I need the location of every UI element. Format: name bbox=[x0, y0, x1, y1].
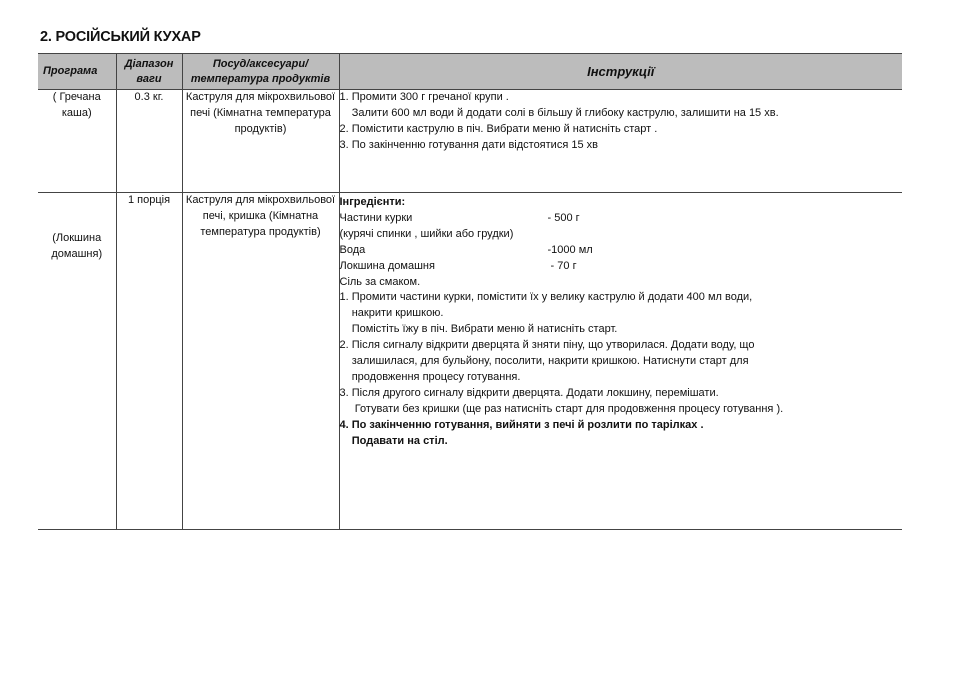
instruction-line: накрити кришкою. bbox=[339, 307, 444, 320]
instructions-cell bbox=[339, 193, 902, 530]
program-name: (Локшина домашня) bbox=[38, 193, 116, 530]
cookware-text: Каструля для мікрохвильової печі, кришка (Кімнатна температура продуктів) bbox=[182, 193, 339, 530]
instruction-line-bold: 4. По закінченню готування, вийняти з печі й розлити по тарілках . bbox=[339, 418, 704, 431]
cookware-text: Каструля для мікрохвильової печі (Кімнатна температура продуктів) bbox=[182, 90, 339, 193]
instruction-line: 3. По закінченню готування дати відстоятися 15 хв bbox=[339, 138, 598, 151]
ingredient-amount: - 500 г bbox=[547, 211, 580, 224]
ingredient-name: Частини курки bbox=[339, 211, 413, 224]
header-program: Програма bbox=[38, 54, 116, 90]
instruction-line: 2. Після сигналу відкрити дверцята й зняти піну, що утворилася. Додати воду, що bbox=[339, 339, 755, 352]
table-row bbox=[38, 193, 902, 530]
header-cookware: Посуд/аксесуари/ температура продуктів bbox=[182, 54, 339, 90]
header-instructions: Інструкції bbox=[339, 54, 902, 90]
ingredient-name: (курячі спинки , шийки або грудки) bbox=[339, 227, 514, 240]
instruction-line: залишилася, для бульйону, посолити, накрити кришкою. Натиснути старт для bbox=[339, 355, 749, 368]
instruction-line: Готувати без кришки (ще раз натисніть старт для продовження процесу готування ). bbox=[339, 402, 784, 415]
weight-value: 1 порція bbox=[116, 193, 182, 530]
instruction-line: продовження процесу готування. bbox=[339, 370, 521, 383]
ingredient-amount: - 70 г bbox=[547, 259, 577, 272]
instruction-line: 3. Після другого сигналу відкрити дверцята. Додати локшину, перемішати. bbox=[339, 386, 719, 399]
recipe-table bbox=[38, 53, 902, 530]
instructions-cell bbox=[339, 90, 902, 193]
ingredient-row bbox=[340, 211, 903, 227]
instruction-line: 1. Промити 300 г гречаної крупи . bbox=[339, 91, 509, 103]
ingredients-title: Інгредієнти: bbox=[339, 196, 406, 208]
page-title: 2. РОСІЙСЬКИЙ КУХАР bbox=[40, 29, 201, 45]
salt-note: Сіль за смаком. bbox=[339, 275, 421, 288]
instruction-line: Помістіть їжу в піч. Вибрати меню й натисніть старт. bbox=[339, 323, 618, 336]
instruction-line: 1. Промити частини курки, помістити їх у велику каструлю й додати 400 мл води, bbox=[339, 291, 753, 304]
ingredient-row bbox=[340, 227, 903, 243]
ingredient-name: Локшина домашня bbox=[339, 259, 435, 272]
instruction-line-bold: Подавати на стіл. bbox=[339, 434, 448, 447]
table-row bbox=[38, 90, 902, 193]
instruction-line: Залити 600 мл води й додати солі в більшу й глибоку каструлю, залишити на 15 хв. bbox=[339, 106, 779, 119]
ingredient-amount: -1000 мл bbox=[547, 243, 593, 256]
ingredient-row bbox=[340, 243, 903, 259]
table-header-row bbox=[38, 54, 902, 90]
ingredient-row bbox=[340, 259, 903, 275]
program-name: ( Гречана каша) bbox=[38, 90, 116, 193]
instruction-line: 2. Помістити каструлю в піч. Вибрати меню й натисніть старт . bbox=[339, 122, 658, 135]
ingredient-name: Вода bbox=[339, 243, 366, 256]
weight-value: 0.3 кг. bbox=[116, 90, 182, 193]
header-weight-range: Діапазон ваги bbox=[116, 54, 182, 90]
